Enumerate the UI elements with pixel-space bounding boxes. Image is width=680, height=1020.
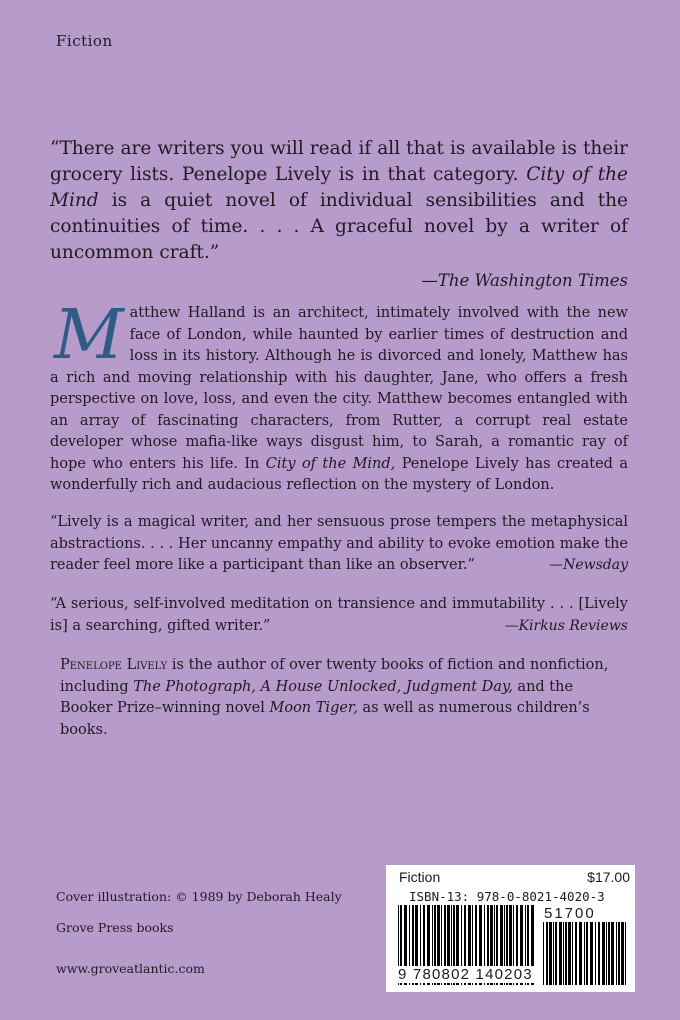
lead-quote-text-1: “There are writers you will read if all that is available is their grocery lists. Penelope Lively is in that category. — [50, 138, 628, 185]
barcode-box — [386, 865, 635, 992]
barcode-ean-digits: 9 780802 140203 — [396, 966, 543, 983]
barcode-bar — [606, 922, 607, 985]
synopsis-text-2: Penelope Lively has created a wonderfully rich and audacious reflection on the mystery of London. — [50, 455, 629, 493]
barcode-bar — [586, 922, 588, 985]
lead-quote-attribution: —The Washington Times — [421, 271, 628, 290]
barcode-addon-bars — [542, 922, 628, 985]
lead-quote-title: City of the Mind — [50, 164, 628, 211]
barcode-bar — [608, 922, 610, 985]
barcode-bar — [549, 922, 552, 985]
barcode-bar — [568, 922, 571, 985]
barcode-bar — [553, 922, 554, 985]
isbn-text: ISBN-13: 978-0-8021-4020-3 — [409, 889, 605, 904]
cover-illustration-credit: Cover illustration: © 1989 by Deborah Healy — [56, 889, 342, 904]
barcode-bar — [579, 922, 582, 985]
barcode-bar — [572, 922, 573, 985]
barcode-bar — [595, 922, 596, 985]
author-name: Penelope Lively — [60, 657, 168, 673]
author-bio-text-3: as well as numerous children’s books. — [60, 700, 590, 738]
review-text: “Lively is a magical writer, and her sensuous prose tempers the metaphysical abstractions. . . . Her uncanny empathy and ability to evoke emotion make the reader feel more like a participant than like an observer.” — [50, 514, 628, 573]
barcode-bar — [611, 922, 614, 985]
synopsis-text-1: atthew Halland is an architect, intimately involved with the new face of London, while haunted by earlier times of destruction and loss in its history. Although he is divorced and lonely, Matthew has a rich and moving relationship with his daughter, Jane, who offers a fresh perspective on love, loss, and even the city. Matthew becomes entangled with an array of fascinating characters, from Rutter, a corrupt real estate developer whose mafia-like ways disgust him, to Sarah, a romantic ray of hope who enters his life. In — [50, 305, 628, 472]
review-newsday — [50, 512, 628, 577]
barcode-bar — [559, 922, 562, 985]
author-books: The Photograph, A House Unlocked, Judgment Day, — [133, 678, 513, 695]
synopsis-title: City of the Mind, — [265, 455, 396, 472]
barcode-bar — [565, 922, 567, 985]
author-book-moon-tiger: Moon Tiger, — [269, 700, 358, 716]
barcode-bar — [618, 922, 620, 985]
review-text: “A serious, self-involved meditation on transience and immutability . . . [Lively is] a searching, gifted writer.” — [50, 596, 628, 634]
category-label: Fiction — [56, 32, 113, 50]
author-bio — [60, 655, 628, 741]
website: www.groveatlantic.com — [56, 961, 205, 976]
review-kirkus — [50, 594, 628, 637]
publisher-credit: Grove Press books — [56, 920, 174, 935]
barcode-bar — [598, 922, 600, 985]
author-bio-text-2: and the Booker Prize–winning novel — [60, 678, 574, 716]
barcode-bar — [616, 922, 617, 985]
barcode-category: Fiction — [399, 869, 441, 885]
barcode-bar — [602, 922, 605, 985]
barcode-bar — [563, 922, 564, 985]
barcode-bar — [590, 922, 593, 985]
review-attribution: —Kirkus Reviews — [504, 617, 628, 634]
synopsis-dropcap: M — [54, 296, 124, 375]
synopsis — [50, 296, 629, 497]
lead-quote — [50, 136, 628, 294]
barcode-bar — [546, 922, 548, 985]
author-bio-text-1: is the author of over twenty books of fiction and nonfiction, including — [60, 657, 609, 695]
barcode-bar — [584, 922, 585, 985]
review-attribution: —Newsday — [549, 557, 628, 573]
lead-quote-text-2: is a quiet novel of individual sensibilities and the continuities of time. . . . A graceful novel by a writer of uncommon craft.” — [50, 190, 628, 263]
barcode-bar — [555, 922, 557, 985]
barcode-bar — [575, 922, 577, 985]
barcode-addon-digits: 51700 — [544, 905, 596, 922]
barcode-bar — [625, 922, 626, 985]
barcode-price: $17.00 — [587, 869, 630, 885]
barcode-bar — [621, 922, 624, 985]
barcode-bar — [543, 922, 544, 985]
